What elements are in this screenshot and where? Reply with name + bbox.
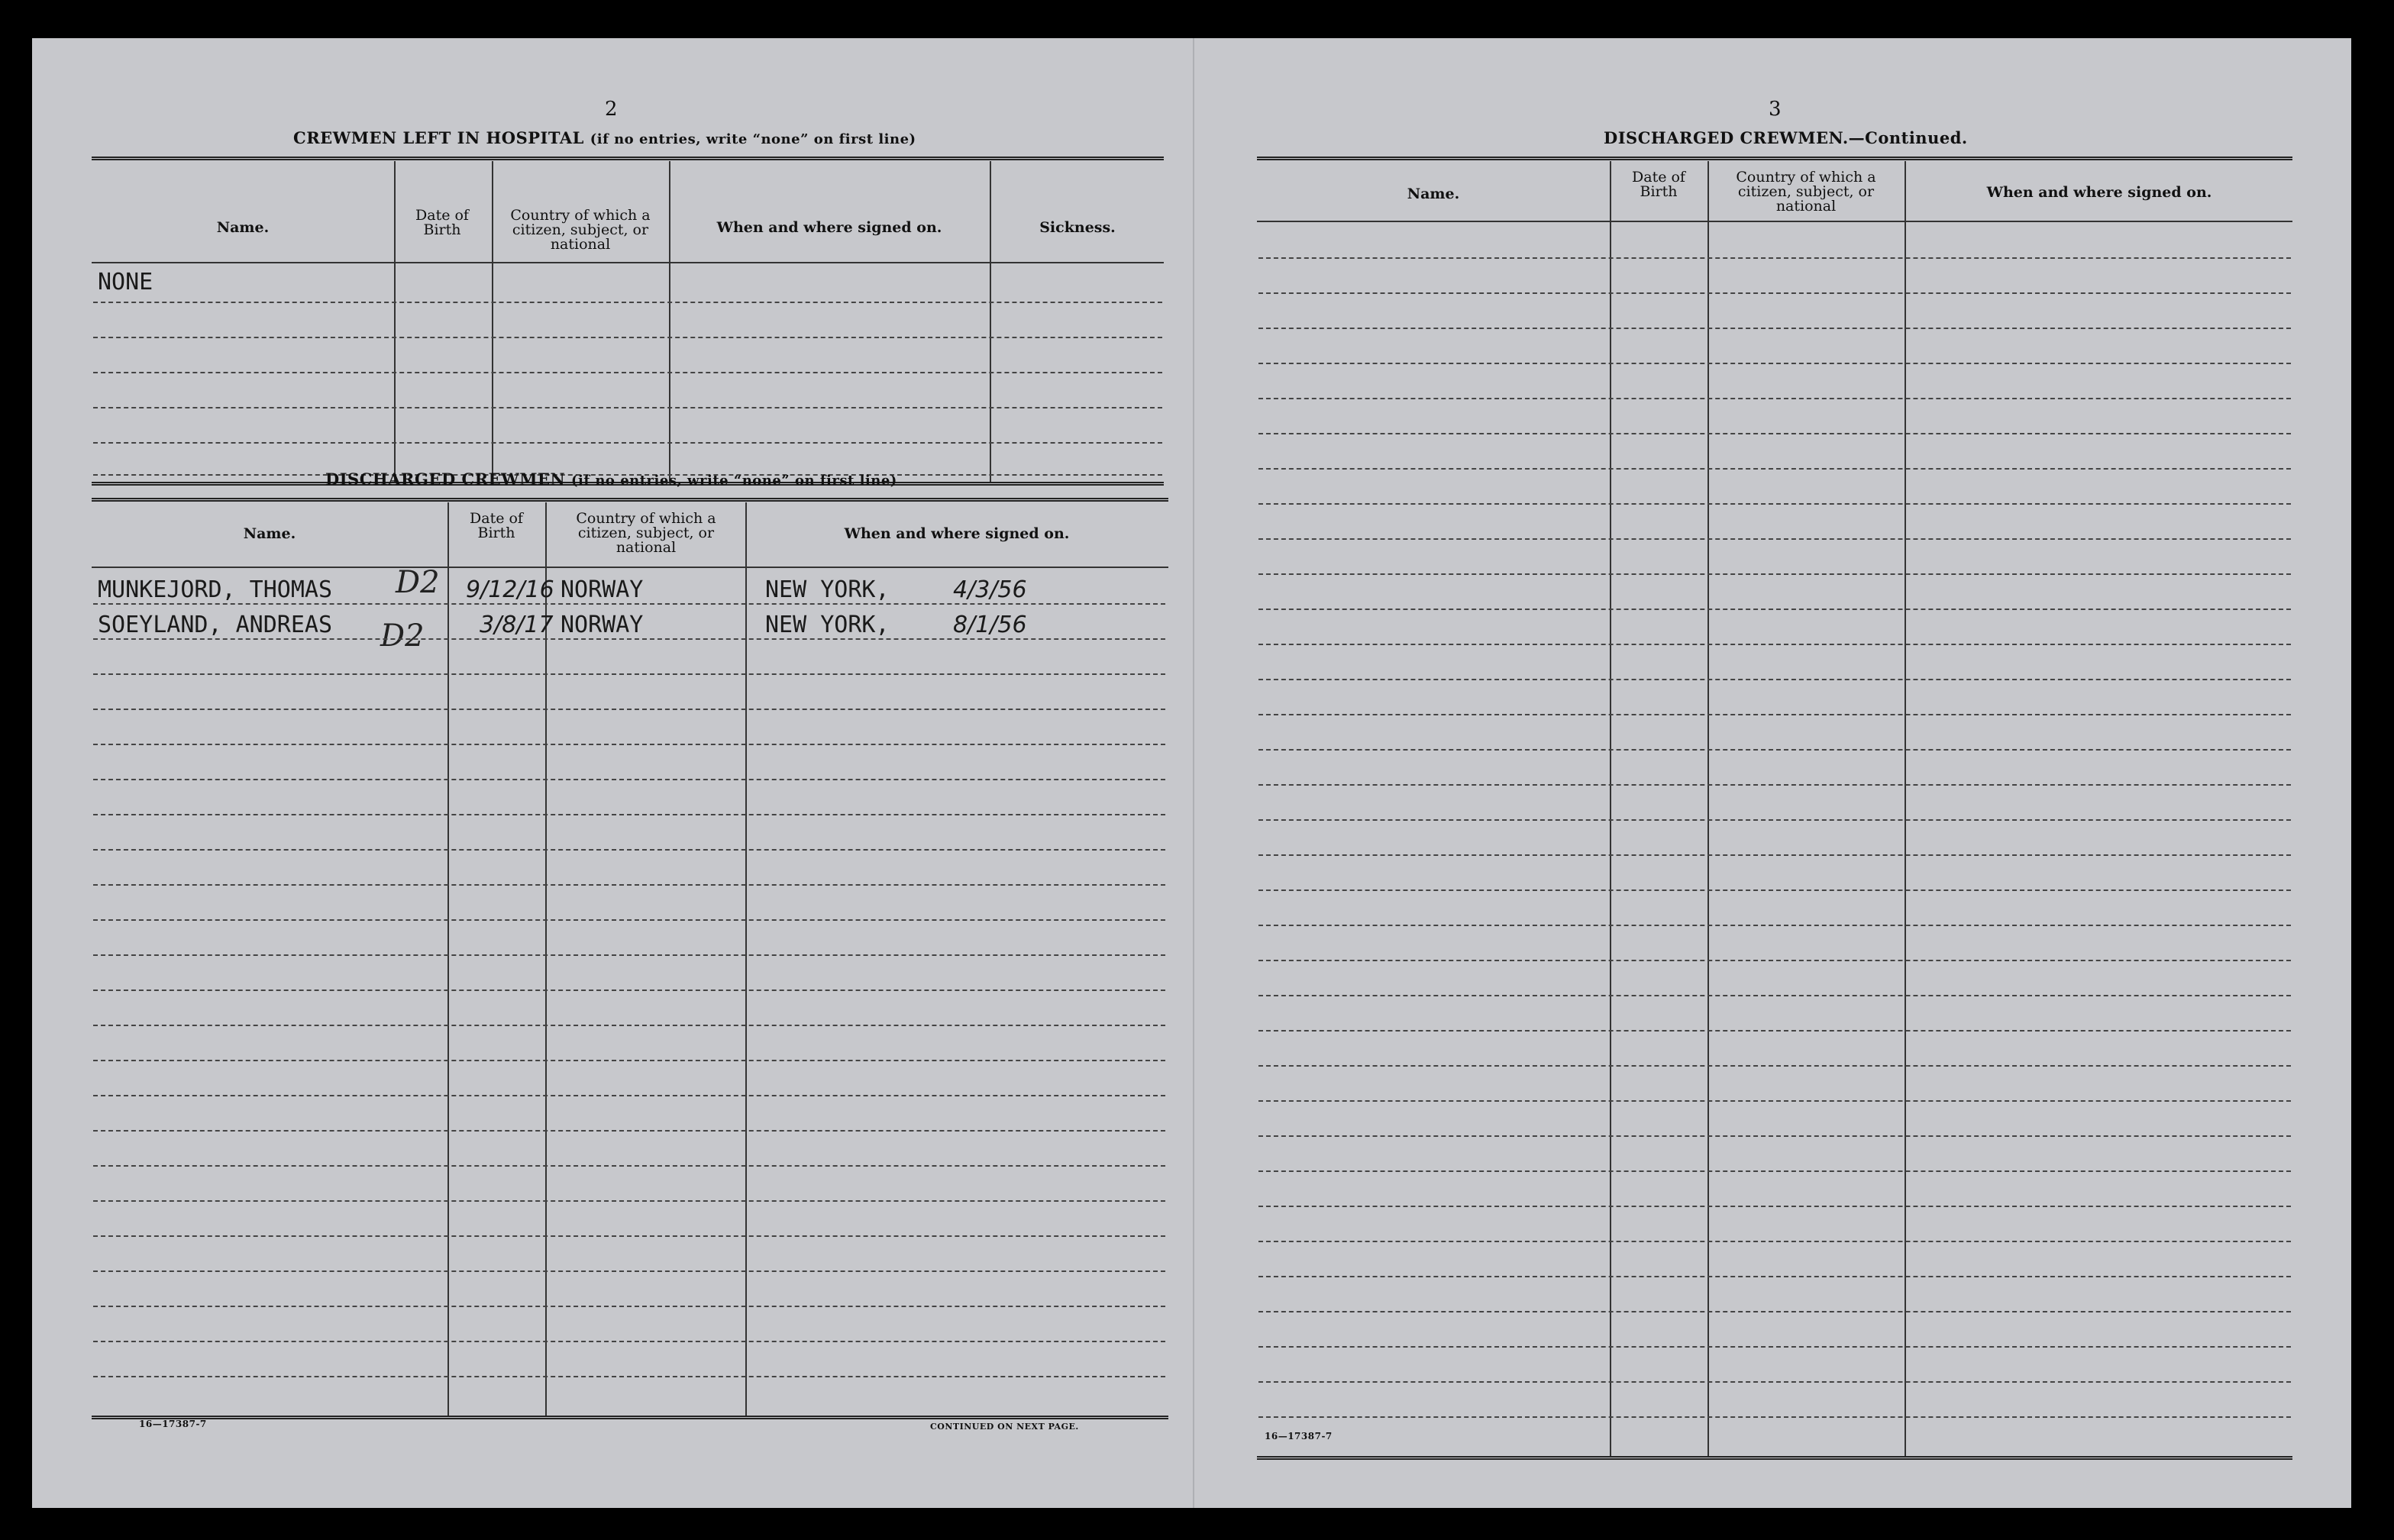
col-name-header: Name. (216, 219, 270, 236)
col-dob-header: Date of Birth (415, 207, 469, 238)
col-when-where-header: When and where signed on. (1986, 184, 2212, 201)
ruled-line (93, 1376, 1165, 1377)
discharged-section-title (325, 470, 897, 489)
ruled-line (1258, 960, 2291, 961)
crew-name: SOEYLAND, ANDREAS (98, 612, 333, 638)
ruled-line (1258, 714, 2291, 715)
ruled-line (1258, 749, 2291, 751)
crew-dob: 9/12/16 (466, 576, 554, 603)
col-when-where-header: When and where signed on. (716, 219, 942, 236)
ruled-line (93, 638, 1165, 640)
ruled-line (1258, 925, 2291, 926)
ruled-line (1258, 1416, 2291, 1418)
ruled-line (1258, 538, 2291, 540)
discharged-continued-title: DISCHARGED CREWMEN.—Continued. (1604, 128, 1968, 147)
ruled-line (1258, 889, 2291, 891)
ruled-line (93, 1235, 1165, 1237)
ruled-line (1258, 1276, 2291, 1277)
hospital-table (92, 157, 1164, 492)
col-dob-header: Date of Birth (470, 510, 523, 541)
crew-signed-date: 8/1/56 (953, 612, 1027, 638)
ruled-line (1258, 433, 2291, 434)
page-number: 2 (605, 98, 618, 121)
ruled-line (1258, 328, 2291, 329)
col-dob-header: Date of Birth (1632, 169, 1685, 200)
col-name-header: Name. (243, 525, 296, 542)
discharged-table (92, 498, 1168, 1429)
ruled-line (1258, 819, 2291, 821)
col-sickness-header: Sickness. (1039, 219, 1116, 236)
col-name-header: Name. (1407, 186, 1460, 202)
hospital-entry-none: NONE (98, 269, 153, 295)
ruled-line (93, 1270, 1165, 1272)
ruled-line (1258, 854, 2291, 856)
crew-country: NORWAY (561, 612, 644, 638)
ruled-line (1258, 1241, 2291, 1242)
col-when-where-header: When and where signed on. (844, 525, 1070, 542)
ruled-line (1258, 257, 2291, 259)
ruled-line (93, 1341, 1165, 1342)
ruled-line (93, 1200, 1165, 1202)
ruled-line (93, 1306, 1165, 1307)
ruled-line (93, 1165, 1165, 1167)
discharged-continued-table (1257, 157, 2292, 1470)
ruled-line (93, 954, 1165, 956)
handwritten-mark: D2 (380, 618, 425, 654)
ruled-line (93, 1095, 1165, 1096)
ruled-line (1258, 1065, 2291, 1067)
discharged-subtitle: (if no entries, write “none” on first line) (570, 473, 897, 489)
ruled-line (93, 673, 1165, 675)
hospital-subtitle: (if no entries, write “none” on first line) (590, 131, 916, 147)
ruled-line (1258, 609, 2291, 610)
ruled-line (93, 919, 1165, 921)
ruled-line (1258, 1381, 2291, 1383)
ruled-line (1258, 1100, 2291, 1102)
ruled-line (93, 1060, 1165, 1061)
ruled-line (1258, 1170, 2291, 1172)
crew-dob: 3/8/17 (480, 612, 554, 638)
crew-name: MUNKEJORD, THOMAS (98, 576, 333, 603)
ruled-line (1258, 1206, 2291, 1207)
ruled-line (93, 849, 1165, 851)
ruled-line (93, 779, 1165, 780)
ruled-line (1258, 1030, 2291, 1032)
hospital-title: CREWMEN LEFT IN HOSPITAL (293, 128, 584, 147)
ruled-line (1258, 1311, 2291, 1312)
ruled-line (1258, 679, 2291, 680)
ruled-line (93, 814, 1165, 815)
continued-note: CONTINUED ON NEXT PAGE. (930, 1422, 1079, 1432)
ruled-line (1258, 468, 2291, 470)
ruled-line (93, 709, 1165, 710)
form-number: 16—17387-7 (139, 1419, 207, 1429)
ruled-line (93, 603, 1165, 605)
crew-signed-place: NEW YORK, (765, 612, 890, 638)
col-country-header: Country of which a citizen, subject, or national (510, 207, 651, 253)
left-page (32, 38, 1193, 1508)
col-country-header: Country of which a citizen, subject, or national (576, 510, 716, 556)
hospital-section-title (293, 128, 916, 147)
ruled-line (1258, 995, 2291, 996)
ruled-line (93, 1025, 1165, 1026)
ruled-line (1258, 363, 2291, 364)
ruled-line (1258, 292, 2291, 294)
col-country-header: Country of which a citizen, subject, or national (1736, 169, 1876, 215)
crew-country: NORWAY (561, 576, 644, 603)
page-number: 3 (1769, 98, 1782, 121)
ruled-line (1258, 644, 2291, 645)
crew-signed-date: 4/3/56 (953, 576, 1027, 603)
ruled-line (93, 884, 1165, 886)
ruled-line (1258, 398, 2291, 399)
ruled-line (1258, 573, 2291, 575)
ruled-line (93, 990, 1165, 991)
crew-signed-place: NEW YORK, (765, 576, 890, 603)
ruled-line (1258, 784, 2291, 786)
ruled-line (1258, 1346, 2291, 1348)
ruled-line (93, 1130, 1165, 1132)
ruled-line (1258, 1135, 2291, 1137)
ruled-line (1258, 503, 2291, 505)
discharged-title: DISCHARGED CREWMEN (325, 470, 566, 489)
right-page (1193, 38, 2351, 1508)
form-number: 16—17387-7 (1265, 1431, 1333, 1442)
ruled-line (93, 744, 1165, 745)
handwritten-mark: D2 (396, 565, 440, 600)
